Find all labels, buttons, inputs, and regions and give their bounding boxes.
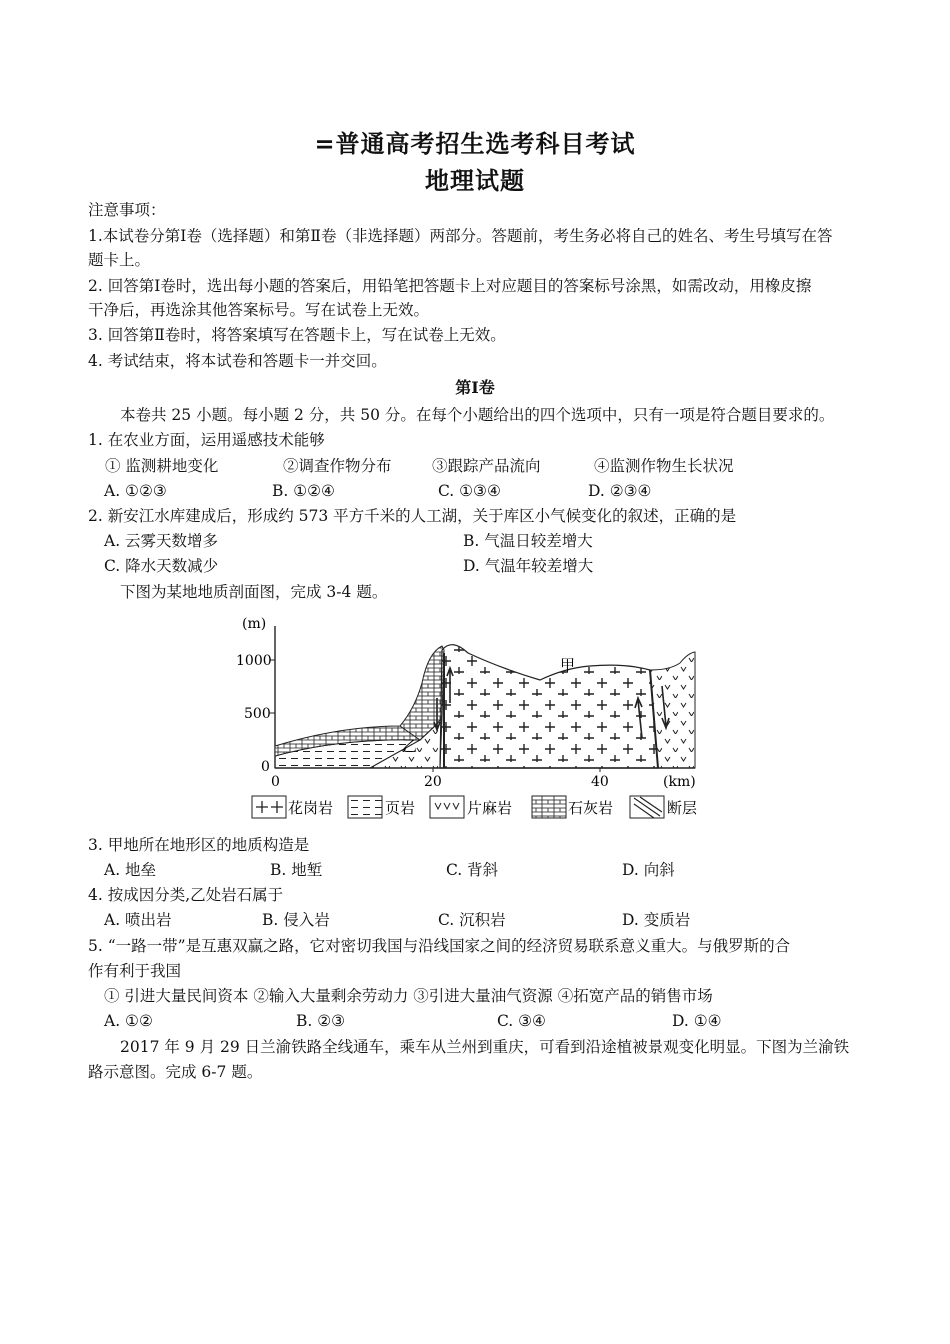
notice-item-4: 4. 考试结束，将本试卷和答题卡一并交回。 [88,352,387,370]
q5-option-c: C. ③④ [497,1012,546,1030]
page-title: =普通高考招生选考科目考试 [314,129,636,158]
q4-option-a: A. 喷出岩 [104,911,172,929]
y-tick-500: 500 [244,706,271,722]
x-axis-unit: (km) [663,774,696,790]
label-yi: 乙 [402,737,418,755]
q2-option-d: D. 气温年较差增大 [463,557,594,575]
q3-option-b: B. 地堑 [270,861,323,879]
q2-option-b: B. 气温日较差增大 [463,532,593,550]
q1-option-a: A. ①②③ [104,482,167,500]
q5-stem-cont: 作有利于我国 [88,962,182,980]
q1-option-c: C. ①③④ [438,482,501,500]
q1-item-1: ① 监测耕地变化 [105,457,219,475]
x-tick-20: 20 [424,774,442,790]
q2-stem: 2. 新安江水库建成后，形成约 573 平方千米的人工湖，关于库区小气候变化的叙述，正确的是 [88,507,737,525]
q1-item-3: ③跟踪产品流向 [432,457,541,475]
notice-item-1-cont: 题卡上。 [88,251,151,269]
q4-stem: 4. 按成因分类,乙处岩石属于 [88,886,284,904]
y-axis-unit: (m) [242,616,267,632]
q5-option-d: D. ①④ [672,1012,722,1030]
q67-intro-cont: 路示意图。完成 6-7 题。 [88,1063,263,1081]
figure-intro: 下图为某地地质剖面图，完成 3-4 题。 [120,583,388,601]
legend-fault: 断层 [667,799,698,817]
q2-option-c: C. 降水天数减少 [104,557,219,575]
q3-stem: 3. 甲地所在地形区的地质构造是 [88,836,310,854]
legend-granite: 花岗岩 [288,799,334,817]
notice-item-2-cont: 干净后，再选涂其他答案标号。写在试卷上无效。 [88,301,430,319]
q1-stem: 1. 在农业方面，运用遥感技术能够 [88,431,325,449]
legend-limestone: 石灰岩 [568,799,614,817]
q3-option-a: A. 地垒 [104,861,157,879]
q4-option-b: B. 侵入岩 [262,911,330,929]
q5-option-a: A. ①② [104,1012,153,1030]
q3-option-c: C. 背斜 [446,861,499,879]
notice-item-1: 1.本试卷分第Ⅰ卷（选择题）和第Ⅱ卷（非选择题）两部分。答题前，考生务必将自己的姓名、考生号填写在答 [88,227,833,245]
q4-option-c: C. 沉积岩 [438,911,506,929]
legend-shale: 页岩 [385,799,416,817]
legend-gneiss: 片麻岩 [467,799,513,817]
section-intro: 本卷共 25 小题。每小题 2 分，共 50 分。在每个小题给出的四个选项中，只有一项是符合题目要求的。 [120,406,835,424]
y-tick-0: 0 [261,759,270,775]
q5-option-b: B. ②③ [296,1012,346,1030]
q67-intro: 2017 年 9 月 29 日兰渝铁路全线通车，乘车从兰州到重庆，可看到沿途植被景观变化明显。下图为兰渝铁 [120,1038,850,1056]
q1-option-b: B. ①②④ [272,482,335,500]
q3-option-d: D. 向斜 [622,861,675,879]
label-jia: 甲 [560,656,576,674]
geologic-section-figure [230,608,710,828]
granite-body [440,645,658,768]
q1-item-4: ④监测作物生长状况 [594,457,734,475]
y-tick-1000: 1000 [236,653,272,669]
x-tick-40: 40 [591,774,609,790]
q5-stem: 5. “一路一带”是互惠双赢之路，它对密切我国与沿线国家之间的经济贸易联系意义重大。与俄罗斯的合 [88,937,791,955]
q2-option-a: A. 云雾天数增多 [104,532,219,550]
notice-item-3: 3. 回答第Ⅱ卷时，将答案填写在答题卡上，写在试卷上无效。 [88,326,506,344]
q4-option-d: D. 变质岩 [622,911,691,929]
section-title: 第Ⅰ卷 [455,378,495,397]
notice-heading: 注意事项： [88,201,166,219]
notice-item-2: 2. 回答第Ⅰ卷时，选出每小题的答案后，用铅笔把答题卡上对应题目的答案标号涂黑，如需改动，用橡皮擦 [88,277,812,295]
page-subtitle: 地理试题 [425,166,525,195]
x-tick-0: 0 [271,774,280,790]
q1-item-2: ②调查作物分布 [283,457,392,475]
q5-items: ① 引进大量民间资本 ②输入大量剩余劳动力 ③引进大量油气资源 ④拓宽产品的销售市场 [104,987,713,1005]
q1-option-d: D. ②③④ [588,482,652,500]
